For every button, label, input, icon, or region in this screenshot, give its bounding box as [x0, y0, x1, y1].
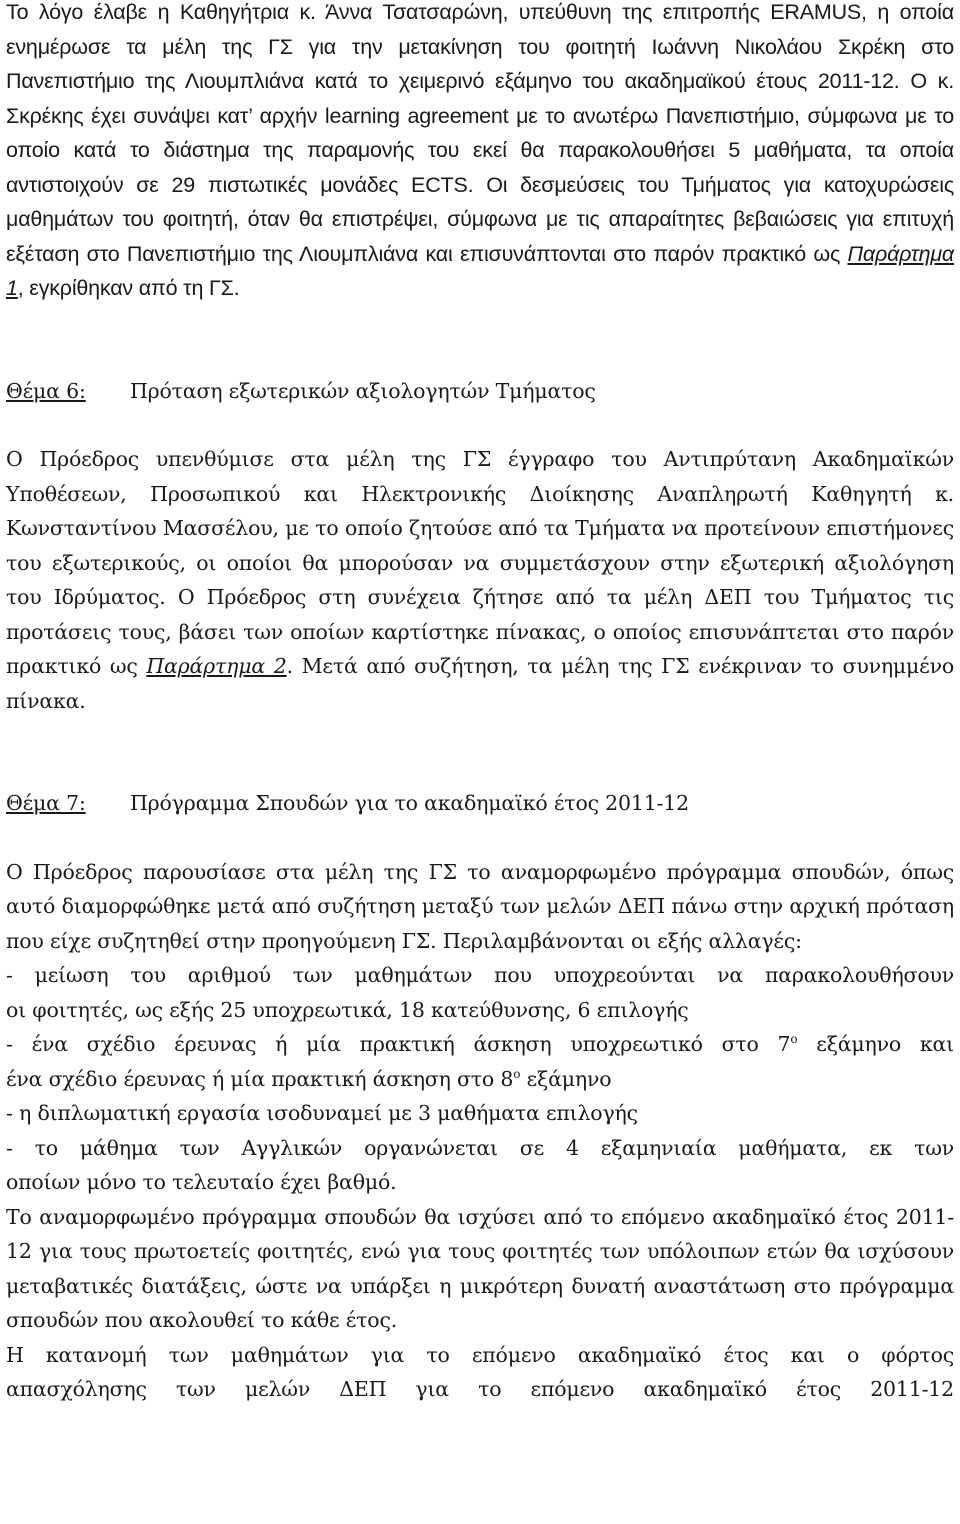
change-2-line-1-end: εξάμηνο και [797, 1032, 954, 1056]
document-page [6, 0, 954, 1407]
topic-6-body-end: . Μετά από συζήτηση, τα μέλη της ΓΣ ενέκριναν το συνημμένο πίνακα. [6, 654, 954, 713]
topic-7-intro: Ο Πρόεδρος παρουσίασε στα μέλη της ΓΣ το αναμορφωμένο πρόγραμμα σπουδών, όπως αυτό διαμορφώθηκε μετά από συζήτηση μεταξύ των μελών ΔΕΠ πάνω στην αρχική πρόταση που είχε συζητηθεί στην προηγούμενη ΓΣ. Περιλαμβάνονται οι εξής αλλαγές: [6, 859, 954, 953]
change-3: - η διπλωματική εργασία ισοδυναμεί με 3 μαθήματα επιλογής [6, 1101, 638, 1125]
change-1-line-1: - μείωση του αριθμού των μαθημάτων που υποχρεούνται να παρακολουθήσουν [6, 963, 954, 987]
topic-6-body [6, 442, 954, 718]
change-4-line-1: - το μάθημα των Αγγλικών οργανώνεται σε 4 εξαμηνιαία μαθήματα, εκ των [6, 1135, 954, 1160]
allocation-line-1: Η κατανομή των μαθημάτων για το επόμενο ακαδημαϊκό έτος και ο φόρτος [6, 1342, 954, 1367]
topic-7-title: Πρόγραμμα Σπουδών για το ακαδημαϊκό έτος 2011-12 [130, 791, 689, 815]
topic-6-heading [6, 374, 954, 409]
topic-6-label: Θέμα 6: [6, 378, 86, 403]
annex-1-reference: Παράρτημα 1 [6, 241, 954, 300]
change-2-line-2-text: ένα σχέδιο έρευνας ή μία πρακτική άσκηση στο 8 [6, 1066, 514, 1091]
change-2-line-1 [6, 1027, 954, 1062]
topic-7-label: Θέμα 7: [6, 791, 86, 815]
topic-7-heading [6, 786, 954, 821]
change-2-line-2 [6, 1062, 954, 1097]
annex-2-reference: Παράρτημα 2 [146, 654, 287, 678]
change-2-line-1-text: - ένα σχέδιο έρευνας ή μία πρακτική άσκηση υποχρεωτικό στο 7 [6, 1032, 791, 1056]
change-2-line-2-end: εξάμηνο [520, 1066, 612, 1091]
change-1-line-2: οι φοιτητές, ως εξής 25 υποχρεωτικά, 18 κατεύθυνσης, 6 επιλογής [6, 997, 689, 1022]
topic-6-title: Πρόταση εξωτερικών αξιολογητών Τμήματος [130, 378, 596, 403]
topic-6-body-text: Ο Πρόεδρος υπενθύμισε στα μέλη της ΓΣ έγγραφο του Αντιπρύτανη Ακαδημαϊκών Υποθέσεων, Προσωπικού και Ηλεκτρονικής Διοίκησης Αναπληρωτή Καθηγητή κ. Κωνσταντίνου Μασσέλου, με το οποίο ζητούσε από τα Τμήματα να προτείνουν επιστήμονες του εξωτερικούς, οι οποίοι θα μπορούσαν να συμμετάσχουν στην εξωτερική αξιολόγηση του Ιδρύματος. Ο Πρόεδρος στη συνέχεια ζήτησε από τα μέλη ΔΕΠ του Τμήματος τις προτάσεις τους, βάσει των οποίων καρτίστηκε πίνακας, ο οποίος επισυνάπτεται στο παρόν πρακτικό ως [6, 447, 954, 678]
topic-7-validity: Το αναμορφωμένο πρόγραμμα σπουδών θα ισχύσει από το επόμενο ακαδημαϊκό έτος 2011-12 για τους πρωτοετείς φοιτητές, ενώ για τους φοιτητές των υπόλοιπων ετών θα ισχύσουν μεταβατικές διατάξεις, ώστε να υπάρξει η μικρότερη δυνατή αναστάτωση στο πρόγραμμα σπουδών που ακολουθεί το κάθε έτος. [6, 1204, 954, 1332]
allocation-line-2: απασχόλησης των μελών ΔΕΠ για το επόμενο ακαδημαϊκό έτος 2011-12 [6, 1377, 954, 1401]
ordinal-superscript: ο [790, 1032, 798, 1047]
change-4-line-2: οποίων μόνο το τελευταίο έχει βαθμό. [6, 1170, 397, 1194]
erasmus-paragraph [6, 0, 954, 306]
erasmus-paragraph-text: Το λόγο έλαβε η Καθηγήτρια κ. Άννα Τσατσαρώνη, υπεύθυνη της επιτροπής ERAMUS, η οποία ενημέρωσε τα μέλη της ΓΣ για την μετακίνηση του φοιτητή Ιωάννη Νικολάου Σκρέκη στο Πανεπιστήμιο της Λιουμπλιάνα κατά το χειμερινό εξάμηνο του ακαδημαϊκού έτους 2011-12. Ο κ. Σκρέκης έχει συνάψει κατ’ αρχήν learning agreement με το ανωτέρω Πανεπιστήμιο, σύμφωνα με το οποίο κατά το διάστημα της παραμονής του εκεί θα παρακολουθήσει 5 μαθήματα, τα οποία αντιστοιχούν σε 29 πιστωτικές μονάδες ECTS. Οι δεσμεύσεις του Τμήματος για κατοχυρώσεις μαθημάτων του φοιτητή, όταν θα επιστρέψει, σύμφωνα με τις απαραίτητες βεβαιώσεις για επιτυχή εξέταση στο Πανεπιστήμιο της Λιουμπλιάνα και επισυνάπτονται στο παρόν πρακτικό ως [6, 0, 954, 266]
erasmus-paragraph-end: , εγκρίθηκαν από τη ΓΣ. [17, 276, 240, 300]
ordinal-superscript: ο [513, 1066, 521, 1081]
